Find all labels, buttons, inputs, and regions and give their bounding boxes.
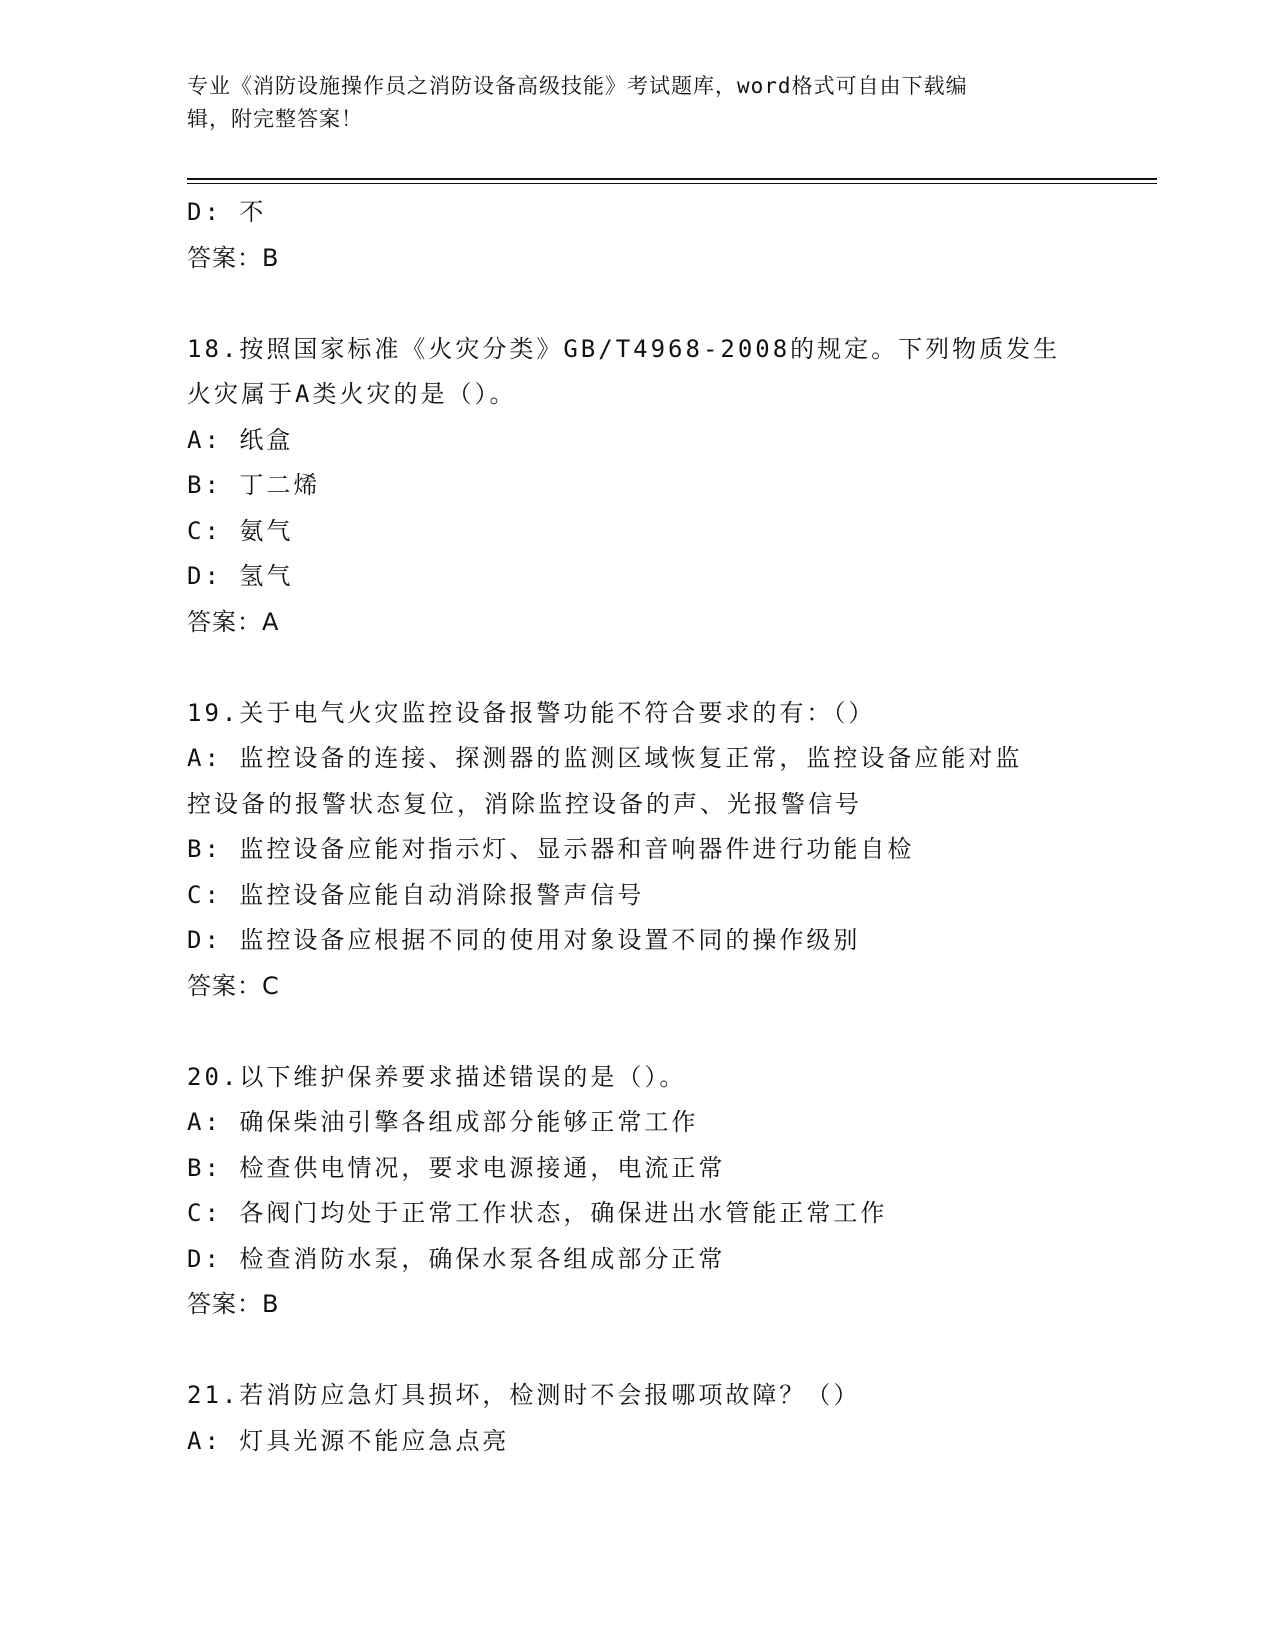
question-stem: 21.若消防应急灯具损坏，检测时不会报哪项故障？（） (187, 1381, 861, 1409)
prev-option-d: D: 不 (187, 198, 267, 226)
document-header (187, 70, 1067, 136)
header-rule-thick (187, 178, 1157, 180)
option-b: B: 检查供电情况，要求电源接通，电流正常 (187, 1153, 726, 1182)
header-line-1: 专业《消防设施操作员之消防设备高级技能》考试题库，word格式可自由下载编 (187, 74, 968, 98)
question-stem: 20.以下维护保养要求描述错误的是（）。 (187, 1062, 687, 1091)
question-list (187, 190, 1087, 1464)
option-d: D: 氢气 (187, 562, 294, 590)
question-19 (187, 691, 1087, 1010)
answer: 答案：A (187, 607, 280, 636)
option-a: A: 监控设备的连接、探测器的监测区域恢复正常，监控设备应能对监 (187, 744, 1023, 772)
option-c: C: 各阀门均处于正常工作状态，确保进出水管能正常工作 (187, 1199, 888, 1227)
question-stem: 19.关于电气火灾监控设备报警功能不符合要求的有：（） (187, 698, 876, 727)
question-stem: 18.按照国家标准《火灾分类》GB/T4968-2008的规定。下列物质发生 (187, 334, 1061, 363)
option-c: C: 监控设备应能自动消除报警声信号 (187, 880, 645, 909)
option-b: B: 丁二烯 (187, 471, 321, 499)
answer: 答案：C (187, 971, 280, 1000)
option-b: B: 监控设备应能对指示灯、显示器和音响器件进行功能自检 (187, 835, 915, 863)
header-rule-thin (187, 183, 1157, 184)
option-a-continued: 控设备的报警状态复位，消除监控设备的声、光报警信号 (187, 789, 862, 818)
answer: 答案：B (187, 1290, 280, 1318)
question-21 (187, 1373, 1087, 1464)
header-line-2: 辑，附完整答案！ (187, 107, 363, 131)
option-a: A: 纸盒 (187, 425, 294, 454)
question-stem: 火灾属于A类火灾的是（）。 (187, 380, 517, 408)
prev-answer: 答案：B (187, 243, 280, 272)
option-d: D: 检查消防水泵，确保水泵各组成部分正常 (187, 1244, 726, 1273)
option-a: A: 确保柴油引擎各组成部分能够正常工作 (187, 1108, 699, 1136)
question-18 (187, 327, 1087, 646)
option-c: C: 氨气 (187, 516, 294, 545)
option-d: D: 监控设备应根据不同的使用对象设置不同的操作级别 (187, 926, 861, 954)
question-20 (187, 1055, 1087, 1328)
option-a: A: 灯具光源不能应急点亮 (187, 1426, 510, 1455)
